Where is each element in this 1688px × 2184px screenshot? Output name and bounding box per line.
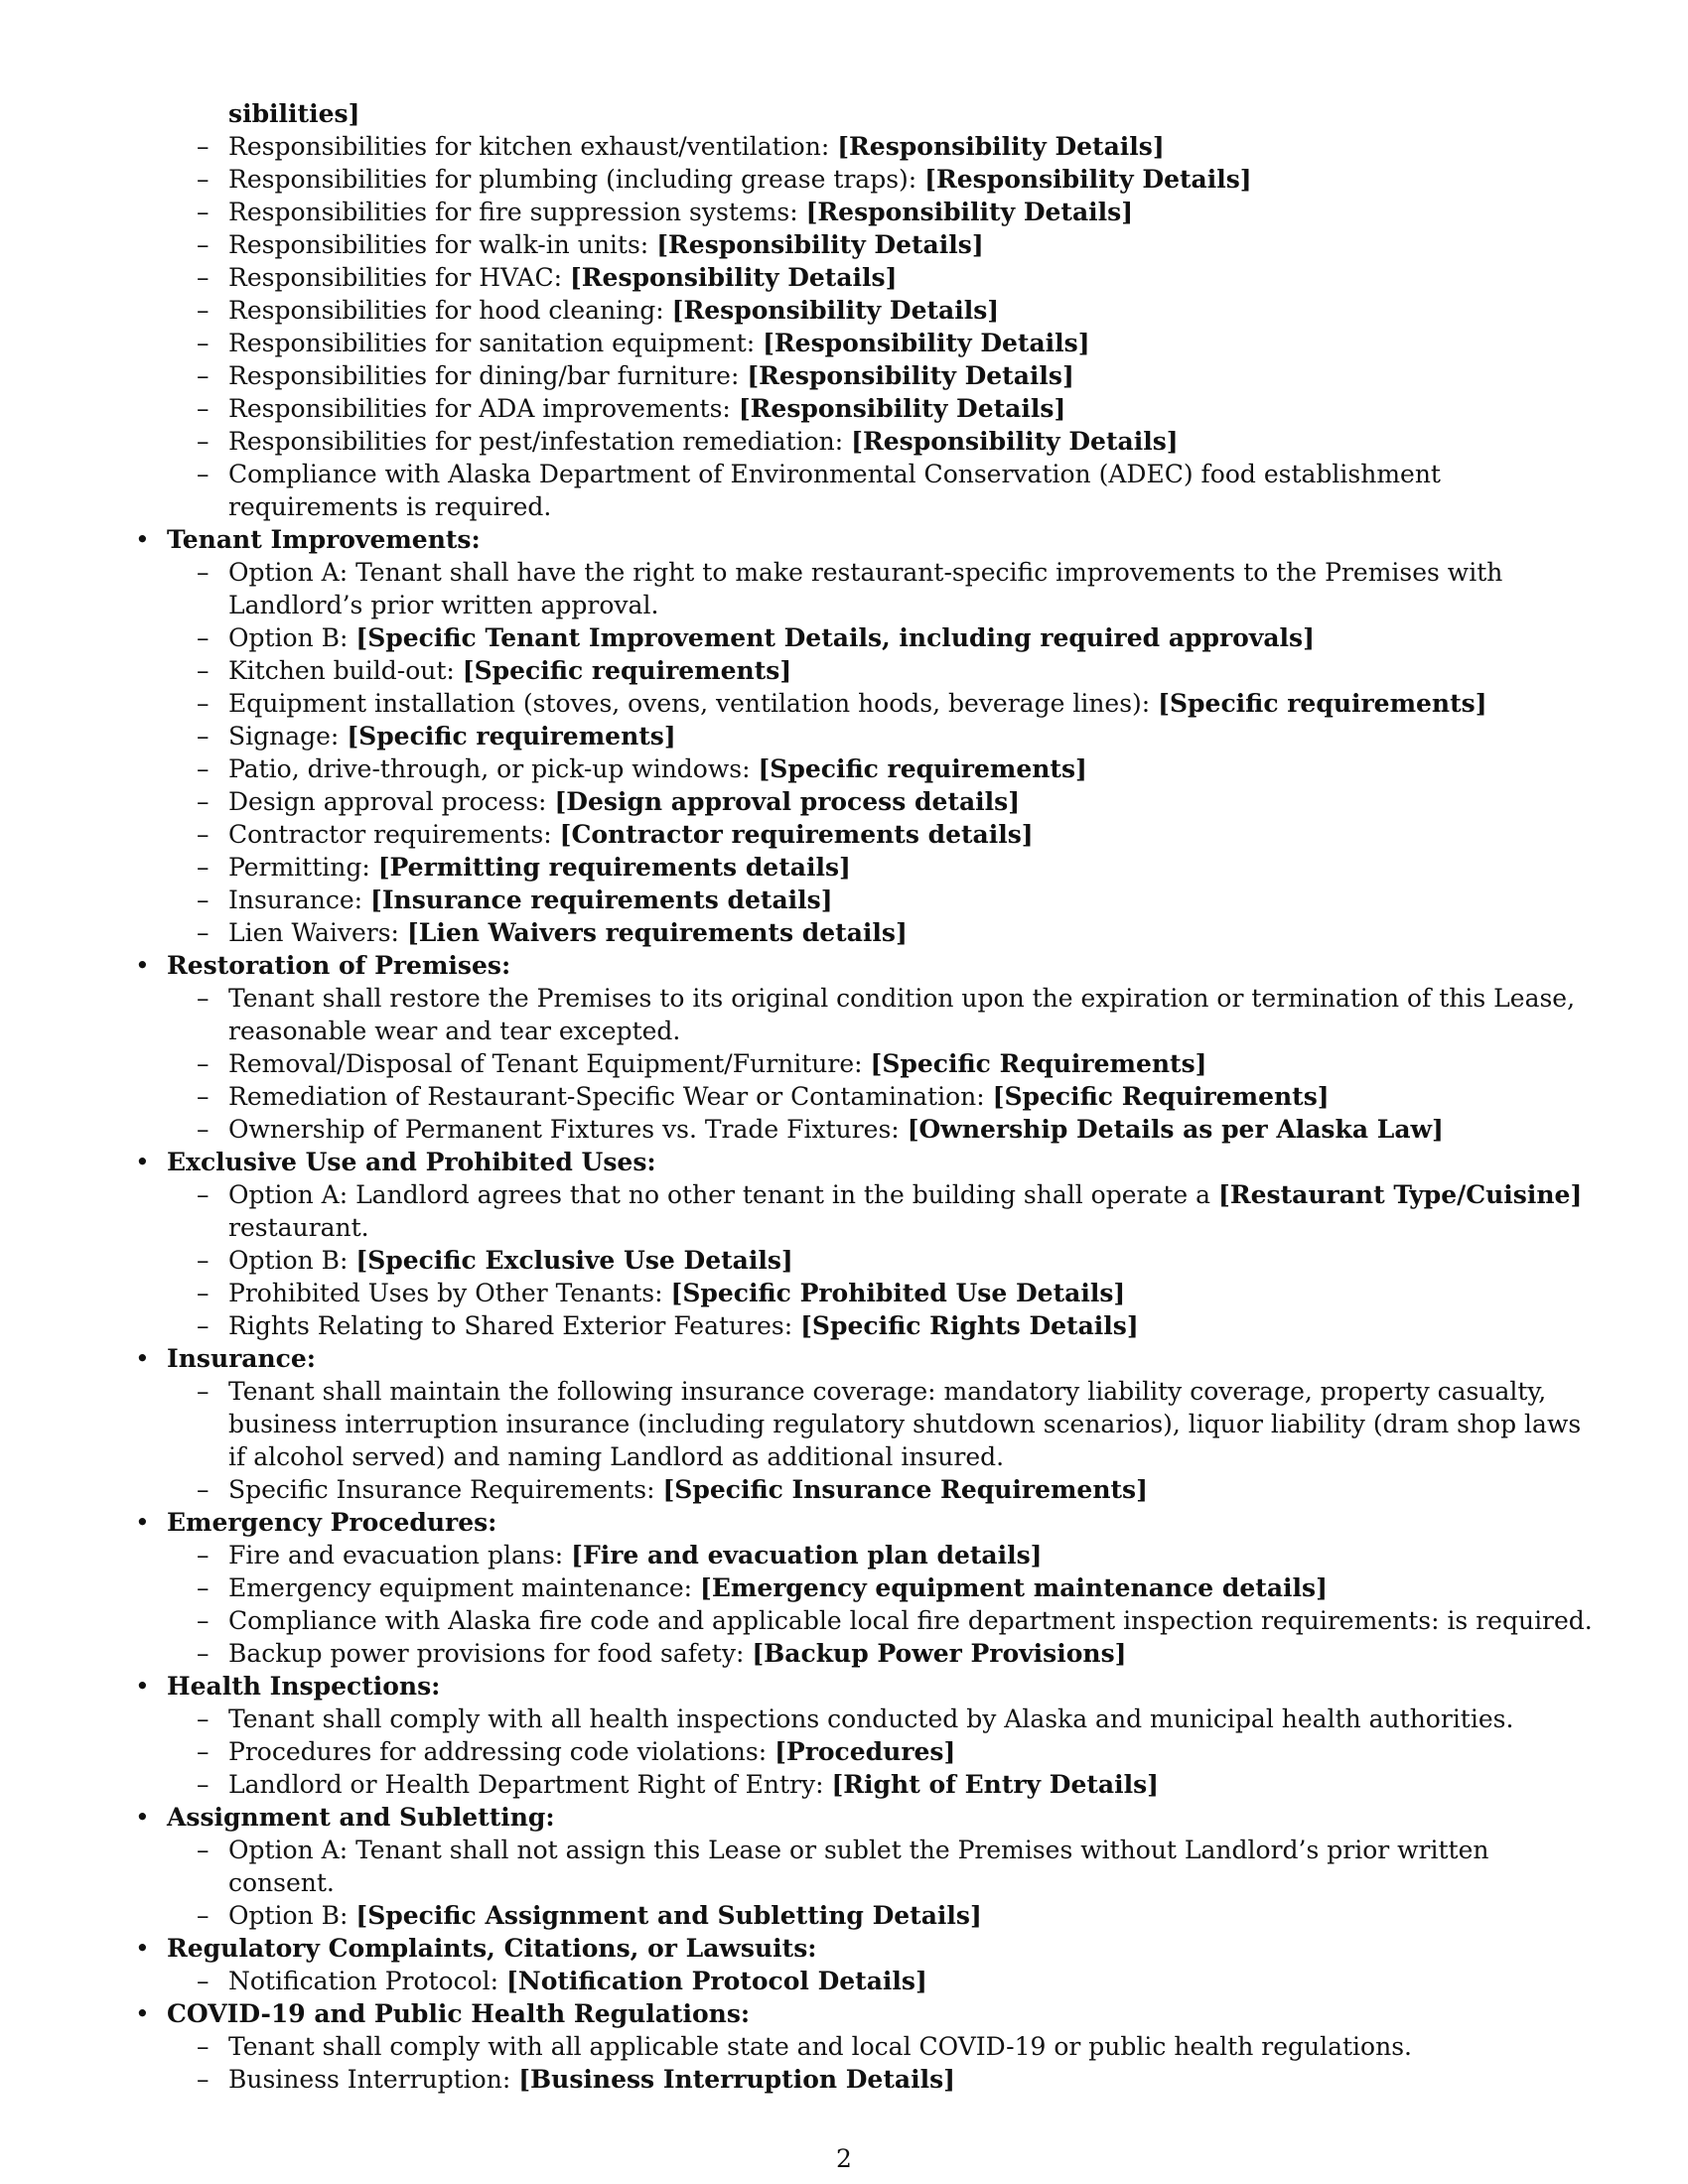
placeholder-field: [Backup Power Provisions] <box>752 1639 1127 1668</box>
item-text: Emergency equipment maintenance: <box>228 1573 700 1602</box>
list-item <box>228 1113 1593 1146</box>
section-heading: • Restoration of Premises: <box>167 951 511 980</box>
list-item <box>228 621 1593 654</box>
list-item <box>228 818 1593 851</box>
placeholder-field: [Responsibility Details] <box>738 394 1066 423</box>
placeholder-field: [Procedures] <box>774 1737 956 1766</box>
sub-item-list <box>167 556 1593 949</box>
sub-item-list <box>167 1965 1593 1997</box>
placeholder-field: [Responsibility Details] <box>569 263 898 292</box>
list-item <box>228 2063 1593 2096</box>
item-text: Responsibilities for kitchen exhaust/ventilation: <box>228 132 838 161</box>
section-heading: • COVID-19 and Public Health Regulations: <box>167 1999 751 2028</box>
list-item <box>228 1309 1593 1342</box>
item-text: Responsibilities for pest/infestation remediation: <box>228 427 852 456</box>
placeholder-field: [Responsibility Details] <box>747 361 1074 390</box>
list-item <box>228 425 1593 458</box>
section-heading: • Tenant Improvements: <box>167 525 481 554</box>
item-text: Responsibilities for walk-in units: <box>228 230 657 259</box>
list-item <box>228 1703 1593 1735</box>
list-item <box>228 1473 1593 1506</box>
item-text: Contractor requirements: <box>228 820 560 849</box>
list-item <box>228 654 1593 687</box>
item-text: Notification Protocol: <box>228 1967 507 1995</box>
list-item <box>228 130 1593 163</box>
section-item <box>167 1932 1593 1997</box>
section-item <box>167 949 1593 1146</box>
list-item <box>228 458 1593 523</box>
sub-item-list <box>167 1539 1593 1670</box>
placeholder-field: [Permitting requirements details] <box>377 853 851 882</box>
item-text: Removal/Disposal of Tenant Equipment/Furniture: <box>228 1049 871 1078</box>
list-item <box>228 1375 1593 1473</box>
list-item <box>228 1735 1593 1768</box>
placeholder-field: [Fire and evacuation plan details] <box>571 1541 1043 1570</box>
placeholder-field: [Specific Requirements] <box>870 1049 1207 1078</box>
item-text: Rights Relating to Shared Exterior Features: <box>228 1311 801 1340</box>
item-text: Design approval process: <box>228 787 555 816</box>
item-text: Signage: <box>228 722 348 751</box>
section-item <box>167 1801 1593 1932</box>
placeholder-field: [Ownership Details as per Alaska Law] <box>907 1115 1444 1144</box>
item-text: Tenant shall comply with all health inspections conducted by Alaska and municipal health authorities. <box>228 1705 1514 1733</box>
item-text: Specific Insurance Requirements: <box>228 1475 663 1504</box>
item-text: Ownership of Permanent Fixtures vs. Trade Fixtures: <box>228 1115 908 1144</box>
placeholder-field: [Responsibility Details] <box>851 427 1179 456</box>
item-text: Tenant shall restore the Premises to its original condition upon the expiration or termination of this Lease, reasonable wear and tear excepted. <box>228 984 1576 1045</box>
sub-item-list <box>167 1375 1593 1506</box>
placeholder-field: [Responsibility Details] <box>763 329 1090 357</box>
list-item <box>228 1080 1593 1113</box>
item-text: Option B: <box>228 1246 356 1275</box>
item-text: Compliance with Alaska Department of Environmental Conservation (ADEC) food establishment requirements is required. <box>228 460 1441 521</box>
placeholder-field: [Insurance requirements details] <box>370 886 833 914</box>
section-list <box>167 130 1593 2096</box>
section-heading: • Assignment and Subletting: <box>167 1803 555 1832</box>
section-bullet-list <box>167 523 1593 2096</box>
list-item <box>228 785 1593 818</box>
placeholder-field: [Responsibility Details] <box>924 165 1252 194</box>
section-heading: • Regulatory Complaints, Citations, or Lawsuits: <box>167 1934 817 1963</box>
list-item <box>228 1768 1593 1801</box>
section-item <box>167 1342 1593 1506</box>
item-text: Prohibited Uses by Other Tenants: <box>228 1279 671 1307</box>
item-text: Option A: Landlord agrees that no other tenant in the building shall operate a <box>228 1180 1219 1209</box>
item-text: Responsibilities for dining/bar furniture: <box>228 361 748 390</box>
section-item <box>167 1670 1593 1801</box>
list-item <box>228 884 1593 916</box>
section-item <box>167 523 1593 949</box>
sub-item-list <box>167 1178 1593 1342</box>
sub-item-list <box>167 1834 1593 1932</box>
placeholder-field: [Specific requirements] <box>347 722 676 751</box>
placeholder-field: [Contractor requirements details] <box>559 820 1034 849</box>
section-item <box>167 1506 1593 1670</box>
placeholder-field: [Responsibility Details] <box>837 132 1165 161</box>
placeholder-field: [Specific Insurance Requirements] <box>662 1475 1148 1504</box>
item-text: Tenant shall maintain the following insurance coverage: mandatory liability coverage, property casualty, business interruption insurance (including regulatory shutdown scenarios), liquor liability (dram shop laws if alcohol served) and naming Landlord as additional insured. <box>228 1377 1582 1471</box>
placeholder-field: [Responsibility Details] <box>805 198 1134 226</box>
list-item <box>228 228 1593 261</box>
section-item <box>167 1146 1593 1342</box>
continued-text: sibilities] <box>228 99 360 128</box>
document-body <box>167 97 1593 2096</box>
list-item <box>228 2030 1593 2063</box>
item-text: Landlord or Health Department Right of Entry: <box>228 1770 832 1799</box>
item-text: Remediation of Restaurant-Specific Wear or Contamination: <box>228 1082 993 1111</box>
item-text: Insurance: <box>228 886 371 914</box>
list-item <box>228 359 1593 392</box>
item-text: Patio, drive-through, or pick-up windows: <box>228 754 759 783</box>
list-item <box>228 556 1593 621</box>
placeholder-field: [Emergency equipment maintenance details] <box>700 1573 1328 1602</box>
list-item <box>228 1899 1593 1932</box>
placeholder-field: [Specific requirements] <box>462 656 792 685</box>
list-item <box>228 163 1593 196</box>
list-item <box>228 1571 1593 1604</box>
sub-item-list <box>167 982 1593 1146</box>
item-text: Responsibilities for hood cleaning: <box>228 296 672 325</box>
item-text: Fire and evacuation plans: <box>228 1541 572 1570</box>
list-item <box>228 1965 1593 1997</box>
list-item <box>228 196 1593 228</box>
list-item <box>228 261 1593 294</box>
item-text: Responsibilities for ADA improvements: <box>228 394 739 423</box>
placeholder-field: [Business Interruption Details] <box>518 2065 955 2094</box>
placeholder-field: [Notification Protocol Details] <box>506 1967 927 1995</box>
section-heading: • Insurance: <box>167 1344 317 1373</box>
placeholder-field: [Specific Exclusive Use Details] <box>355 1246 793 1275</box>
placeholder-field: [Specific Rights Details] <box>800 1311 1139 1340</box>
placeholder-field: [Lien Waivers requirements details] <box>406 918 908 947</box>
list-item <box>228 1277 1593 1309</box>
list-item <box>228 1244 1593 1277</box>
list-item <box>228 687 1593 720</box>
list-item <box>228 1539 1593 1571</box>
list-item <box>228 1178 1593 1244</box>
item-text: Responsibilities for sanitation equipment: <box>228 329 764 357</box>
item-text-after: restaurant. <box>228 1213 369 1242</box>
placeholder-field: [Specific Tenant Improvement Details, including required approvals] <box>355 623 1315 652</box>
item-text: Responsibilities for fire suppression systems: <box>228 198 806 226</box>
page-number: 2 <box>836 2144 852 2173</box>
item-text: Responsibilities for plumbing (including grease traps): <box>228 165 925 194</box>
section-heading: • Health Inspections: <box>167 1672 441 1701</box>
item-text: Option B: <box>228 623 356 652</box>
section-heading: • Exclusive Use and Prohibited Uses: <box>167 1148 656 1176</box>
item-text: Responsibilities for HVAC: <box>228 263 570 292</box>
list-item <box>228 982 1593 1047</box>
placeholder-field: [Responsibility Details] <box>671 296 1000 325</box>
item-text: Compliance with Alaska fire code and applicable local fire department inspection requirements: is required. <box>228 1606 1593 1635</box>
list-item <box>228 294 1593 327</box>
item-text: Option B: <box>228 1901 356 1930</box>
list-item <box>228 916 1593 949</box>
item-text: Option A: Tenant shall have the right to make restaurant-specific improvements to the Premises with Landlord’s prior written approval. <box>228 558 1503 619</box>
item-text: Backup power provisions for food safety: <box>228 1639 753 1668</box>
sub-item-list <box>167 1703 1593 1801</box>
list-item <box>228 851 1593 884</box>
sub-item-list <box>167 2030 1593 2096</box>
list-item <box>228 1047 1593 1080</box>
placeholder-field: [Specific Assignment and Subletting Details] <box>355 1901 982 1930</box>
item-text: Business Interruption: <box>228 2065 519 2094</box>
list-item <box>228 720 1593 752</box>
item-text: Equipment installation (stoves, ovens, ventilation hoods, beverage lines): <box>228 689 1159 718</box>
list-item <box>228 752 1593 785</box>
list-item <box>228 327 1593 359</box>
placeholder-field: [Right of Entry Details] <box>831 1770 1160 1799</box>
placeholder-field: [Specific requirements] <box>1158 689 1487 718</box>
list-item <box>228 392 1593 425</box>
list-item <box>228 1637 1593 1670</box>
item-text: Option A: Tenant shall not assign this Lease or sublet the Premises without Landlord’s prior written consent. <box>228 1836 1489 1897</box>
item-text: Tenant shall comply with all applicable state and local COVID-19 or public health regulations. <box>228 2032 1412 2061</box>
placeholder-field: [Restaurant Type/Cuisine] <box>1218 1180 1583 1209</box>
section-heading: • Emergency Procedures: <box>167 1508 497 1537</box>
placeholder-field: [Specific Requirements] <box>992 1082 1330 1111</box>
list-item <box>228 1604 1593 1637</box>
item-text: Permitting: <box>228 853 378 882</box>
placeholder-field: [Responsibility Details] <box>656 230 984 259</box>
placeholder-field: [Specific Prohibited Use Details] <box>670 1279 1126 1307</box>
item-text: Kitchen build-out: <box>228 656 463 685</box>
sub-item-list <box>167 130 1593 523</box>
list-item <box>228 1834 1593 1899</box>
placeholder-field: [Design approval process details] <box>554 787 1021 816</box>
item-text: Procedures for addressing code violations: <box>228 1737 775 1766</box>
placeholder-field: [Specific requirements] <box>758 754 1087 783</box>
section-item <box>167 1997 1593 2096</box>
item-text: Lien Waivers: <box>228 918 407 947</box>
